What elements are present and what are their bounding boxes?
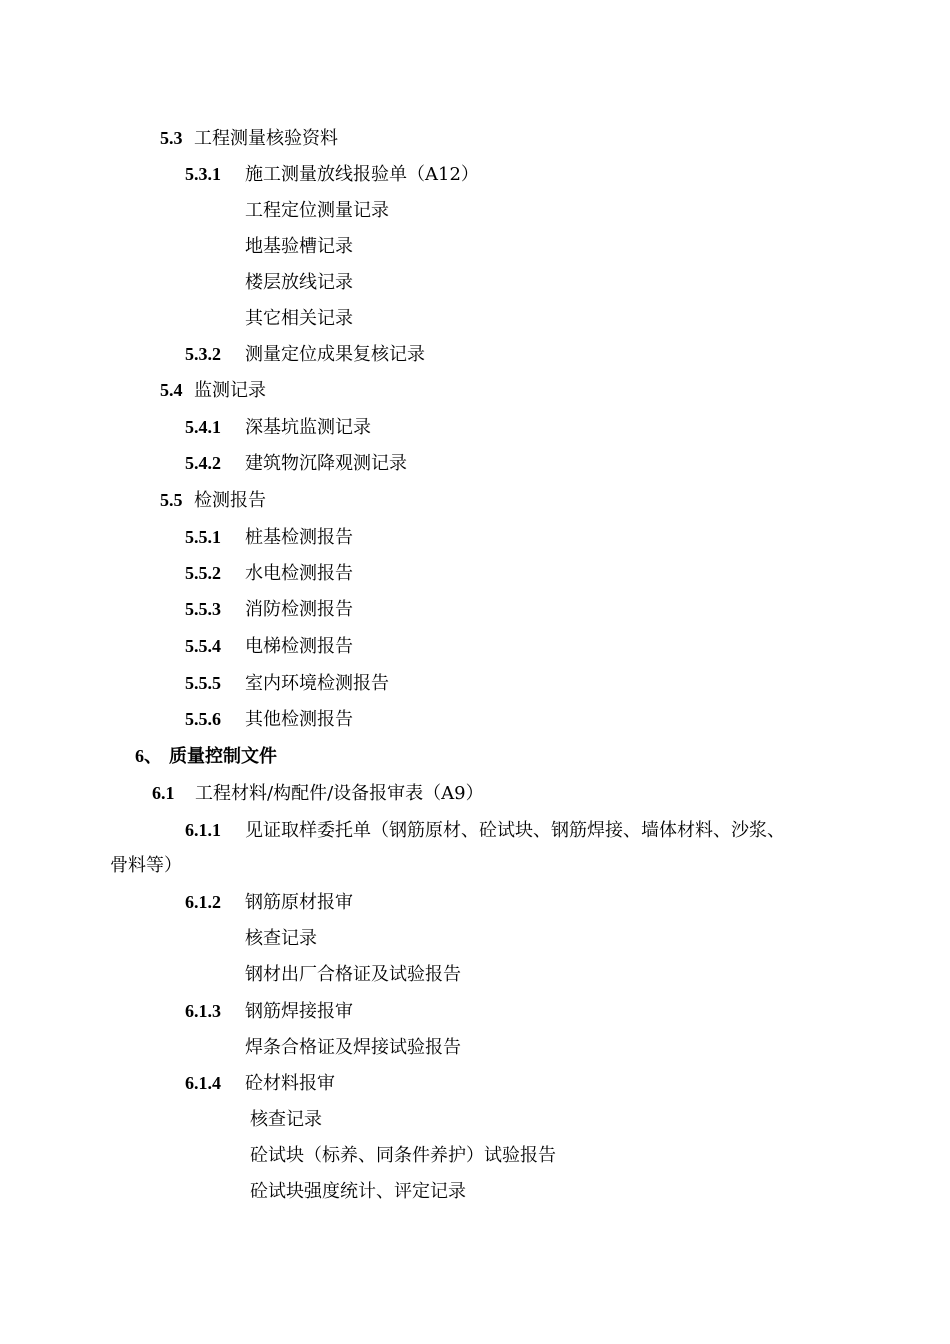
subsection-title: 钢筋原材报审 <box>245 892 353 913</box>
subsection-5-4-1 <box>185 415 371 439</box>
subsection-title: 钢筋焊接报审 <box>245 1001 353 1022</box>
subsection-number: 5.5.4 <box>185 636 221 656</box>
subsection-title: 室内环境检测报告 <box>245 673 389 694</box>
list-item <box>245 1036 461 1060</box>
subsection-5-5-4 <box>185 634 353 658</box>
subsection-5-5-1 <box>185 525 353 549</box>
subsection-title: 桩基检测报告 <box>245 527 353 548</box>
list-item <box>245 271 353 295</box>
section-5-4 <box>160 378 266 402</box>
subsection-title: 电梯检测报告 <box>245 636 353 657</box>
subsection-title: 深基坑监测记录 <box>245 417 371 438</box>
subsection-title: 消防检测报告 <box>245 599 353 620</box>
subsection-number: 5.3.2 <box>185 344 221 364</box>
section-title: 监测记录 <box>194 380 266 401</box>
list-item <box>250 1180 466 1204</box>
subsection-5-4-2 <box>185 451 407 475</box>
item-text: 砼试块（标养、同条件养护）试验报告 <box>250 1145 556 1166</box>
subsection-6-1-2 <box>185 890 353 914</box>
section-6-1 <box>152 781 484 805</box>
item-text: 楼层放线记录 <box>245 272 353 293</box>
item-text: 钢材出厂合格证及试验报告 <box>245 964 461 985</box>
subsection-6-1-3 <box>185 999 353 1023</box>
subsection-number: 5.4.1 <box>185 417 221 437</box>
list-item <box>245 307 353 331</box>
section-number: 6.1 <box>152 783 175 803</box>
list-item <box>245 235 353 259</box>
item-text: 地基验槽记录 <box>245 236 353 257</box>
item-text: 工程定位测量记录 <box>245 200 389 221</box>
list-item <box>245 927 317 951</box>
chapter-title: 质量控制文件 <box>169 746 277 767</box>
list-item <box>245 963 461 987</box>
subsection-5-5-2 <box>185 561 353 585</box>
subsection-number: 6.1.1 <box>185 820 221 840</box>
list-item <box>250 1144 556 1168</box>
section-5-5 <box>160 488 266 512</box>
subsection-6-1-1 <box>185 818 785 842</box>
subsection-title: 见证取样委托单（钢筋原材、砼试块、钢筋焊接、墙体材料、沙浆、 <box>245 820 785 841</box>
section-5-3 <box>160 126 338 150</box>
chapter-6 <box>135 744 277 768</box>
subsection-number: 5.3.1 <box>185 164 221 184</box>
section-number: 5.3 <box>160 128 183 148</box>
subsection-title: 建筑物沉降观测记录 <box>245 453 407 474</box>
subsection-title: 其他检测报告 <box>245 709 353 730</box>
item-text: 其它相关记录 <box>245 308 353 329</box>
subsection-number: 6.1.2 <box>185 892 221 912</box>
section-title: 工程材料/构配件/设备报审表（A9） <box>195 783 484 804</box>
subsection-5-3-2 <box>185 342 425 366</box>
subsection-6-1-1-continued <box>110 854 182 878</box>
list-item <box>250 1108 322 1132</box>
subsection-5-5-3 <box>185 597 353 621</box>
item-text: 核查记录 <box>250 1109 322 1130</box>
item-text: 核查记录 <box>245 928 317 949</box>
subsection-5-3-1 <box>185 162 479 186</box>
subsection-5-5-5 <box>185 671 389 695</box>
item-text: 砼试块强度统计、评定记录 <box>250 1181 466 1202</box>
subsection-number: 5.5.6 <box>185 709 221 729</box>
subsection-title: 施工测量放线报验单（A12） <box>245 164 479 185</box>
subsection-number: 6.1.3 <box>185 1001 221 1021</box>
subsection-number: 5.5.3 <box>185 599 221 619</box>
section-number: 5.4 <box>160 380 183 400</box>
item-text: 焊条合格证及焊接试验报告 <box>245 1037 461 1058</box>
subsection-5-5-6 <box>185 707 353 731</box>
subsection-title: 砼材料报审 <box>245 1073 335 1094</box>
subsection-6-1-4 <box>185 1071 335 1095</box>
section-number: 5.5 <box>160 490 183 510</box>
section-title: 检测报告 <box>194 490 266 511</box>
subsection-number: 5.5.1 <box>185 527 221 547</box>
subsection-number: 6.1.4 <box>185 1073 221 1093</box>
subsection-title: 测量定位成果复核记录 <box>245 344 425 365</box>
section-title: 工程测量核验资料 <box>194 128 338 149</box>
subsection-number: 5.5.2 <box>185 563 221 583</box>
chapter-number: 6、 <box>135 746 162 766</box>
subsection-number: 5.5.5 <box>185 673 221 693</box>
item-text: 骨料等） <box>110 855 182 876</box>
subsection-title: 水电检测报告 <box>245 563 353 584</box>
subsection-number: 5.4.2 <box>185 453 221 473</box>
list-item <box>245 199 389 223</box>
